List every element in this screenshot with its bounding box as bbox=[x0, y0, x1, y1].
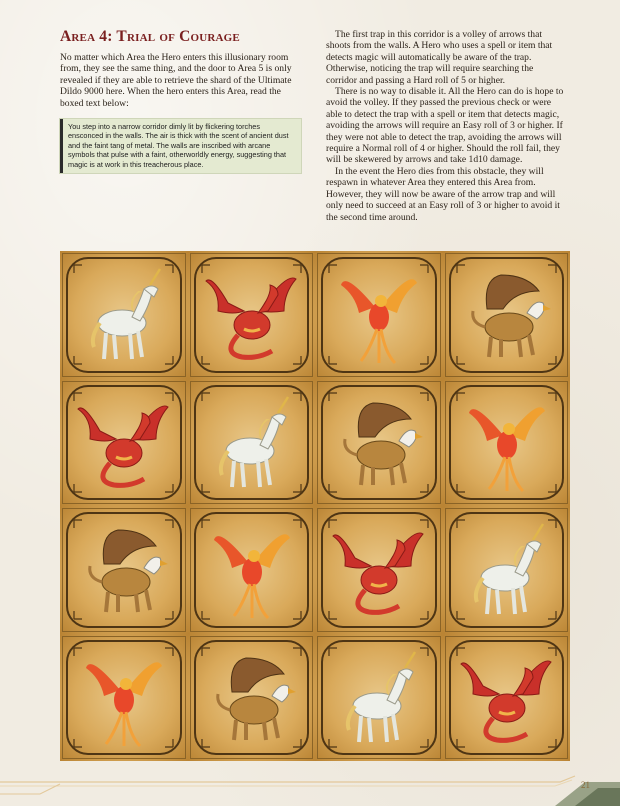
griffin-illustration bbox=[60, 506, 188, 634]
section-heading: Area 4: Trial of Courage bbox=[60, 28, 240, 45]
left-column bbox=[60, 28, 301, 173]
creature-card bbox=[443, 379, 571, 507]
phoenix-illustration bbox=[60, 634, 188, 762]
trap-paragraph-2: There is no way to disable it. All the Hero can do is hope to avoid the volley. If they passed the previous check or were able to detect the trap with a spell or item that detects magic, avoiding the arrows will require an Easy roll of 3 or higher. If they were not able to detect the trap, avoiding the arrows will require a Normal roll of 4 or higher. Should the roll fail, they will be skewered by arrows and take 1d10 damage. bbox=[326, 86, 564, 166]
footer-ornament bbox=[0, 772, 620, 806]
unicorn-illustration bbox=[60, 251, 188, 379]
griffin-illustration bbox=[188, 634, 316, 762]
creature-card-grid bbox=[60, 251, 570, 761]
griffin-illustration bbox=[443, 251, 571, 379]
creature-card bbox=[315, 634, 443, 762]
creature-card bbox=[188, 251, 316, 379]
dragon-illustration bbox=[188, 251, 316, 379]
dragon-illustration bbox=[315, 506, 443, 634]
creature-card bbox=[188, 506, 316, 634]
creature-card bbox=[443, 251, 571, 379]
creature-card bbox=[60, 506, 188, 634]
phoenix-illustration bbox=[443, 379, 571, 507]
unicorn-illustration bbox=[188, 379, 316, 507]
phoenix-illustration bbox=[188, 506, 316, 634]
trap-paragraph-3: In the event the Hero dies from this obstacle, they will respawn in whatever Area they entered this Area from. However, they will now be aware of the arrow trap and will only need to succeed at an Easy roll of 3 or higher to avoid it the second time around. bbox=[326, 165, 560, 223]
unicorn-illustration bbox=[315, 634, 443, 762]
creature-card bbox=[60, 251, 188, 379]
creature-card bbox=[315, 251, 443, 379]
griffin-illustration bbox=[315, 379, 443, 507]
intro-paragraph: No matter which Area the Hero enters this illusionary room from, they see the same thing, and the door to Area 5 is only revealed if they are able to retrieve the shard of the Ultimate Dildo 9000 here. When the hero enters this Area, read the boxed text below: bbox=[60, 52, 292, 109]
unicorn-illustration bbox=[443, 506, 571, 634]
boxed-read-aloud-text: You step into a narrow corridor dimly lit by flickering torches ensconced in the walls. The air is thick with the scent of ancient dust and the faint tang of metal. The walls are inscribed with arcane symbols that pulse with a faint, otherworldly energy, suggesting that magic is at work in this treacherous place. bbox=[60, 119, 301, 173]
creature-card bbox=[315, 379, 443, 507]
page-number: 21 bbox=[581, 780, 590, 790]
creature-card bbox=[315, 506, 443, 634]
phoenix-illustration bbox=[315, 251, 443, 379]
creature-card bbox=[188, 379, 316, 507]
trap-paragraph-1: The first trap in this corridor is a volley of arrows that shoots from the walls. A Hero who uses a spell or item that detects magic will automatically be aware of the trap. Otherwise, noticing the trap will require searching the corridor and passing a Hard roll of 5 or higher. bbox=[326, 29, 553, 86]
creature-card bbox=[188, 634, 316, 762]
dragon-illustration bbox=[443, 634, 571, 762]
creature-card bbox=[443, 634, 571, 762]
creature-card bbox=[60, 634, 188, 762]
creature-card bbox=[60, 379, 188, 507]
creature-card bbox=[443, 506, 571, 634]
right-column bbox=[326, 29, 566, 223]
dragon-illustration bbox=[60, 379, 188, 507]
